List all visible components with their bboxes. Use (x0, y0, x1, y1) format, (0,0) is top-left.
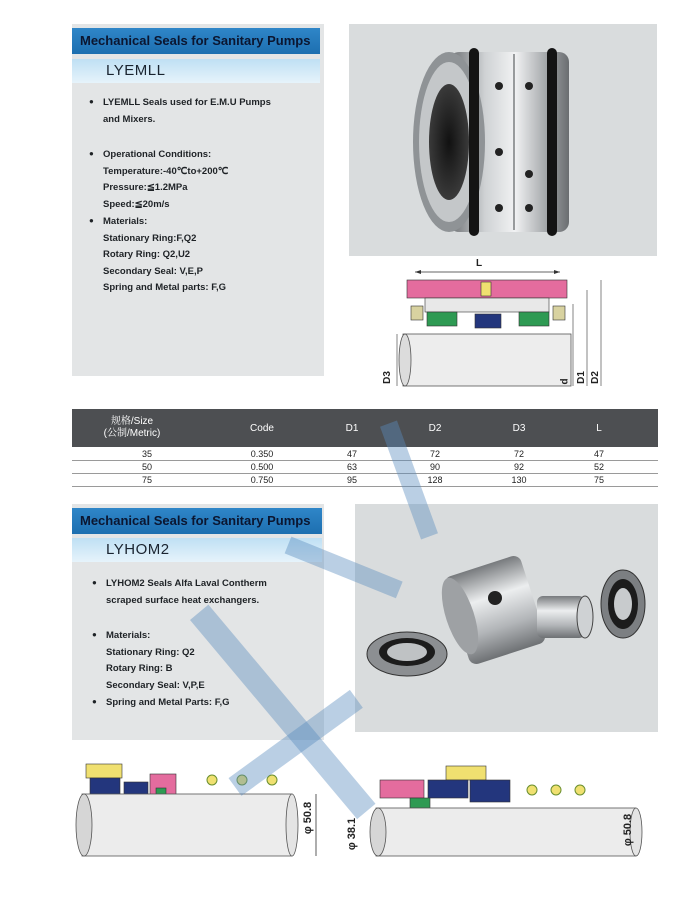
section2-description-2: scraped surface heat exchangers. (106, 594, 260, 606)
section1-conditions-heading: ● Operational Conditions: (89, 146, 319, 164)
cell-d2: 90 (429, 462, 440, 472)
section2-model-bar (72, 538, 322, 562)
header-size-line2: (公制/Metric) (103, 428, 161, 439)
cell-d3: 92 (513, 462, 524, 472)
section2-description-1: ● LYHOM2 Seals Alfa Laval Contherm (92, 575, 322, 593)
section1-materials-heading: ● Materials: (89, 213, 319, 231)
section1-secondary-seal: Secondary Seal: V,E,P (103, 265, 203, 277)
section1-text (89, 94, 319, 297)
table-row (72, 474, 658, 487)
section2-title: Mechanical Seals for Sanitary Pumps (80, 513, 311, 528)
cell-l: 52 (593, 462, 604, 472)
cell-l: 47 (593, 449, 604, 459)
section1-description-2: and Mixers. (103, 113, 156, 125)
cell-code: 0.350 (250, 449, 274, 459)
section2-secondary-seal: Secondary Seal: V,P,E (106, 679, 205, 691)
dimension-label-d: d (559, 378, 571, 385)
size-table-body (72, 448, 658, 487)
header-code: Code (250, 423, 274, 434)
header-d1: D1 (345, 423, 359, 434)
header-size-line1: 规格/Size (110, 416, 154, 427)
section1-title: Mechanical Seals for Sanitary Pumps (80, 33, 311, 48)
dimension-phi-50-8-left: φ 50.8 (302, 801, 315, 835)
section1-product-photo (349, 24, 657, 256)
size-table-header (72, 409, 658, 447)
section1-stationary-ring: Stationary Ring:F,Q2 (103, 232, 197, 244)
section1-speed: Speed:≦20m/s (103, 198, 170, 210)
cell-d2: 128 (427, 475, 443, 485)
cell-d3: 130 (511, 475, 527, 485)
section1-temperature: Temperature:-40℃to+200℃ (103, 165, 229, 177)
section2-model: LYHOM2 (106, 541, 170, 558)
dimension-phi-38-1: φ 38.1 (346, 817, 359, 851)
section2-rotary-ring: Rotary Ring: B (106, 663, 173, 674)
cell-d3: 72 (513, 449, 524, 459)
dimension-label-d1: D1 (575, 371, 587, 384)
lyhom2-seal-image (355, 504, 658, 732)
section2-stationary-ring: Stationary Ring: Q2 (106, 646, 195, 658)
section2-product-photo (355, 504, 658, 732)
cell-size: 50 (141, 462, 152, 472)
cell-code: 0.750 (250, 475, 274, 485)
section1-title-bar (72, 28, 320, 54)
table-row (72, 448, 658, 461)
cell-l: 75 (593, 475, 604, 485)
section2-materials-heading: ● Materials: (92, 627, 322, 645)
cell-d1: 63 (346, 462, 357, 472)
section1-model-bar (72, 59, 320, 83)
section1-pressure: Pressure:≦1.2MPa (103, 182, 188, 193)
cell-size: 35 (141, 449, 152, 459)
cell-d2: 72 (429, 449, 440, 459)
section1-rotary-ring: Rotary Ring: Q2,U2 (103, 249, 191, 260)
header-l: L (596, 423, 602, 434)
section2-title-bar (72, 508, 322, 534)
dimension-phi-50-8-right: φ 50.8 (622, 813, 635, 847)
section2-text (92, 575, 322, 712)
cell-d1: 95 (346, 475, 357, 485)
cell-code: 0.500 (250, 462, 274, 472)
section1-model: LYEMLL (106, 62, 166, 79)
section2-spring-metal: ● Spring and Metal Parts: F,G (92, 694, 322, 712)
section1-spring-metal: Spring and Metal parts: F,G (103, 282, 226, 293)
cell-d1: 47 (346, 449, 357, 459)
section2-drawing-right (346, 752, 660, 882)
table-row (72, 461, 658, 474)
lyemll-seal-image (349, 24, 657, 256)
section1-description-1: ● LYEMLL Seals used for E.M.U Pumps (89, 94, 319, 112)
dimension-label-d3: D3 (381, 371, 393, 384)
dimension-label-d2: D2 (589, 371, 601, 384)
dimension-label-l: L (476, 258, 483, 269)
section1-technical-drawing (381, 258, 615, 398)
header-d2: D2 (428, 423, 442, 434)
cell-size: 75 (141, 475, 152, 485)
section2-drawing-left (72, 752, 334, 882)
header-d3: D3 (512, 423, 526, 434)
